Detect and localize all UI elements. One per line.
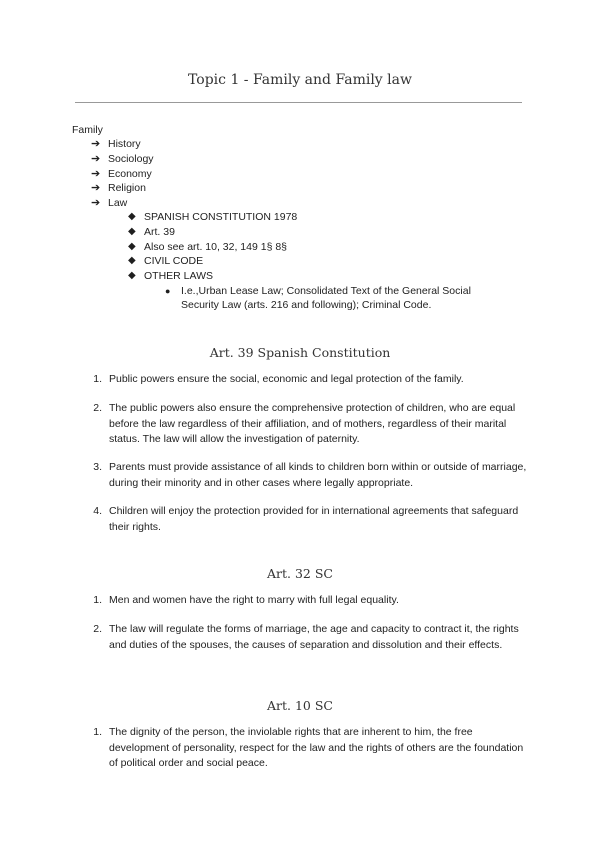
page-title: Topic 1 - Family and Family law bbox=[188, 72, 412, 88]
arrow-icon: ➔ bbox=[91, 168, 101, 180]
outline-subitem: Also see art. 10, 32, 149 1§ 8§ bbox=[144, 241, 288, 253]
outline-item: History bbox=[108, 138, 141, 150]
section-heading: Art. 10 SC bbox=[267, 698, 333, 713]
list-number: 3. bbox=[93, 461, 102, 473]
list-number: 2. bbox=[93, 623, 102, 635]
list-item: Children will enjoy the protection provided for in international agreements that safeguard their rights. bbox=[109, 505, 519, 533]
outline-subitem: OTHER LAWS bbox=[144, 270, 214, 282]
outline-detail-line: I.e.,Urban Lease Law; Consolidated Text of the General Social bbox=[181, 285, 471, 297]
list-item: Public powers ensure the social, economic and legal protection of the family. bbox=[109, 373, 464, 385]
list-number: 4. bbox=[93, 505, 102, 517]
arrow-icon: ➔ bbox=[91, 153, 101, 165]
list-item: Men and women have the right to marry with full legal equality. bbox=[109, 594, 399, 606]
section-heading: Art. 32 SC bbox=[267, 566, 333, 581]
diamond-bullet-icon: ◆ bbox=[128, 255, 136, 266]
list-number: 1. bbox=[93, 373, 102, 385]
diamond-bullet-icon: ◆ bbox=[128, 211, 136, 222]
outline-item: Religion bbox=[108, 182, 146, 194]
list-item: Parents must provide assistance of all kinds to children born within or outside of marriage, during their minority and in other cases where legally appropriate. bbox=[109, 461, 527, 489]
outline-item: Economy bbox=[108, 168, 152, 180]
diamond-bullet-icon: ◆ bbox=[128, 241, 136, 252]
list-number: 1. bbox=[93, 594, 102, 606]
outline-detail-line: Security Law (arts. 216 and following); Criminal Code. bbox=[181, 299, 432, 311]
list-number: 1. bbox=[93, 726, 102, 738]
arrow-icon: ➔ bbox=[91, 138, 101, 150]
outline-item: Sociology bbox=[108, 153, 154, 165]
list-number: 2. bbox=[93, 402, 102, 414]
dot-bullet-icon: ● bbox=[165, 286, 171, 296]
outline-subitem: CIVIL CODE bbox=[144, 255, 204, 267]
arrow-icon: ➔ bbox=[91, 182, 101, 194]
section-heading: Art. 39 Spanish Constitution bbox=[209, 345, 391, 360]
diamond-bullet-icon: ◆ bbox=[128, 270, 136, 281]
list-item: The dignity of the person, the inviolable rights that are inherent to him, the free development of personality, respect for the law and the rights of others are the foundation of political order and social peace. bbox=[109, 726, 524, 769]
diamond-bullet-icon: ◆ bbox=[128, 226, 136, 237]
list-item: The public powers also ensure the comprehensive protection of children, who are equal before the law regardless of their affiliation, and of mothers, regardless of their marital status. The law will allow the investigation of paternity. bbox=[109, 402, 516, 445]
list-item: The law will regulate the forms of marriage, the age and capacity to contract it, the rights and duties of the spouses, the causes of separation and dissolution and their effects. bbox=[109, 623, 519, 651]
outline-subitem: Art. 39 bbox=[144, 226, 175, 238]
outline-item: Law bbox=[108, 197, 128, 209]
arrow-icon: ➔ bbox=[91, 197, 101, 209]
outline-root: Family bbox=[72, 124, 103, 136]
title-divider bbox=[75, 102, 522, 103]
outline-subitem: SPANISH CONSTITUTION 1978 bbox=[144, 211, 298, 223]
